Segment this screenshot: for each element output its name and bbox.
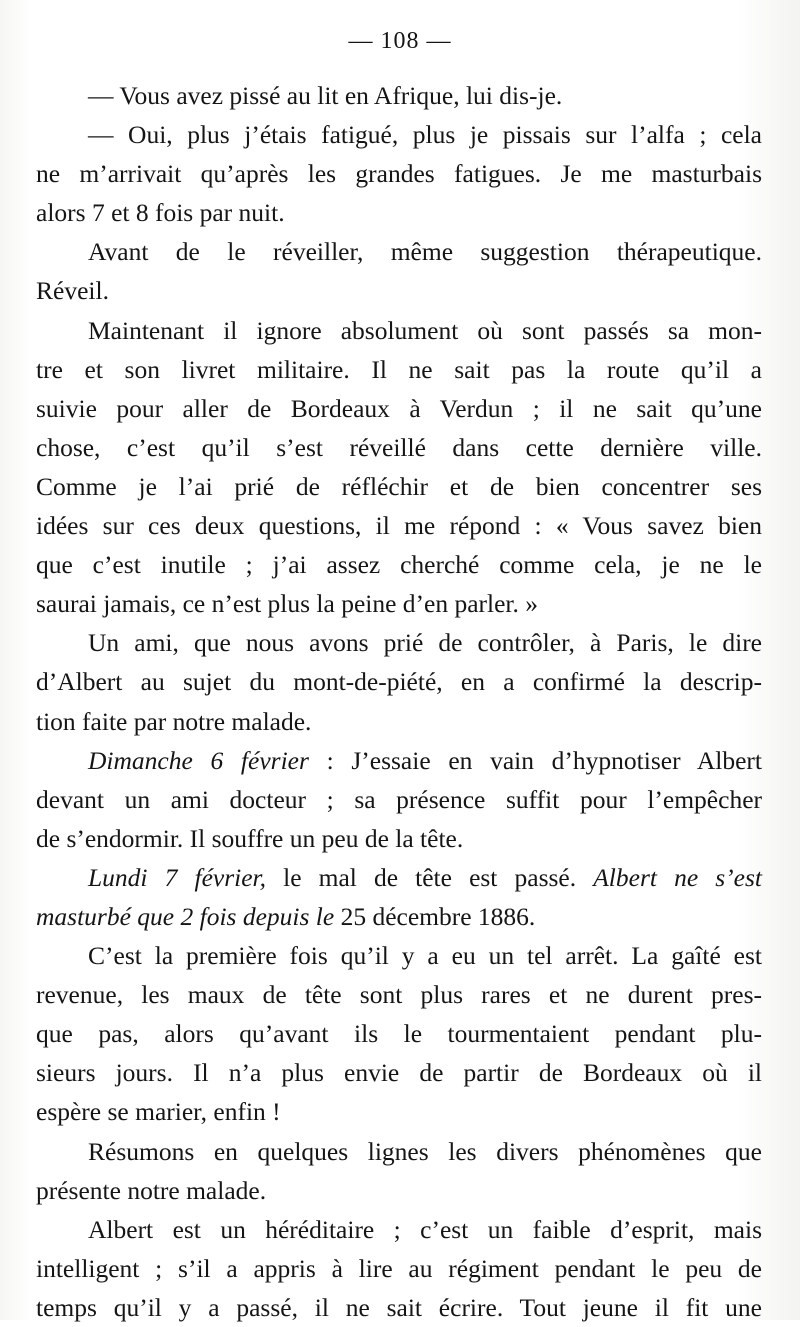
paragraph-resumons — [36, 1132, 762, 1210]
paragraph-avant — [36, 232, 762, 310]
italic-segment: Albert ne s’est — [593, 862, 762, 892]
date-italic: Lundi 7 février, — [88, 862, 267, 892]
paragraph-un-ami — [36, 623, 762, 740]
text-line: sieurs jours. Il n’a plus envie de partir de Bordeaux où il — [36, 1058, 762, 1088]
text-line: alors 7 et 8 fois par nuit. — [36, 198, 285, 228]
text-segment: : J’essaie en vain d’hypnotiser Albert — [308, 745, 762, 775]
text-line: temps qu’il y a passé, il ne sait écrire. Tout jeune il fit une — [36, 1292, 762, 1322]
text-line: Comme je l’ai prié de réfléchir et de bien concentrer ses — [36, 471, 762, 501]
text-line: suivie pour aller de Bordeaux à Verdun ; il ne sait qu’une — [36, 393, 762, 423]
text-line: tion faite par notre malade. — [36, 706, 312, 736]
text-line: — Oui, plus j’étais fatigué, plus je pissais sur l’alfa ; cela — [88, 120, 762, 150]
text-line: tre et son livret militaire. Il ne sait pas la route qu’il a — [36, 354, 762, 384]
text-line: idées sur ces deux questions, il me répond : « Vous savez bien — [36, 511, 762, 541]
date-italic: Dimanche 6 février — [88, 745, 309, 775]
text-line: C’est la première fois qu’il y a eu un tel arrêt. La gaîté est — [88, 941, 762, 971]
paragraph-dialogue-1 — [62, 76, 762, 115]
paragraph-dialogue-2 — [36, 115, 762, 232]
text-line: Un ami, que nous avons prié de contrôler, à Paris, le dire — [88, 628, 762, 658]
text-line — [62, 741, 762, 780]
text-line: Maintenant il ignore absolument où sont passés sa mon- — [88, 315, 762, 345]
text-line: présente notre malade. — [36, 1175, 267, 1205]
text-line: — Vous avez pissé au lit en Afrique, lui dis-je. — [88, 81, 563, 110]
paragraph-albert — [36, 1210, 762, 1327]
text-segment: 25 décembre 1886. — [334, 901, 536, 931]
text-line: Résumons en quelques lignes les divers phénomènes que — [88, 1136, 762, 1166]
italic-segment: masturbé que 2 fois depuis le — [36, 901, 335, 931]
paragraph-maintenant — [36, 311, 762, 624]
text-line: que c’est inutile ; j’ai assez cherché comme cela, je ne le — [36, 550, 762, 580]
text-line: devant un ami docteur ; sa présence suffit pour l’empêcher — [36, 784, 762, 814]
paragraph-dimanche — [36, 741, 762, 858]
page-number: — 108 — — [348, 28, 452, 54]
text-line: Avant de le réveiller, même suggestion thérapeutique. — [88, 237, 762, 267]
text-segment: le mal de tête est passé. — [266, 862, 594, 892]
paragraph-lundi — [36, 858, 762, 936]
text-line: chose, c’est qu’il s’est réveillé dans cette dernière ville. — [36, 432, 762, 462]
paragraph-premiere-fois — [36, 936, 762, 1131]
text-line: de s’endormir. Il souffre un peu de la tête. — [36, 823, 464, 853]
body-text — [36, 76, 762, 1327]
text-line: revenue, les maux de tête sont plus rares et ne durent pres- — [36, 980, 762, 1010]
text-line: Albert est un héréditaire ; c’est un faible d’esprit, mais — [88, 1214, 762, 1244]
text-line: Réveil. — [36, 276, 109, 306]
text-line: espère se marier, enfin ! — [36, 1097, 281, 1127]
text-line: saurai jamais, ce n’est plus la peine d’en parler. » — [36, 589, 539, 619]
text-line — [36, 897, 762, 936]
text-line — [62, 858, 762, 897]
text-line: intelligent ; s’il a appris à lire au régiment pendant le peu de — [36, 1253, 762, 1283]
text-line: que pas, alors qu’avant ils le tourmentaient pendant plu- — [36, 1019, 762, 1049]
text-line: ne m’arrivait qu’après les grandes fatigues. Je me masturbais — [36, 159, 762, 189]
text-line: d’Albert au sujet du mont-de-piété, en a confirmé la descrip- — [36, 667, 762, 697]
